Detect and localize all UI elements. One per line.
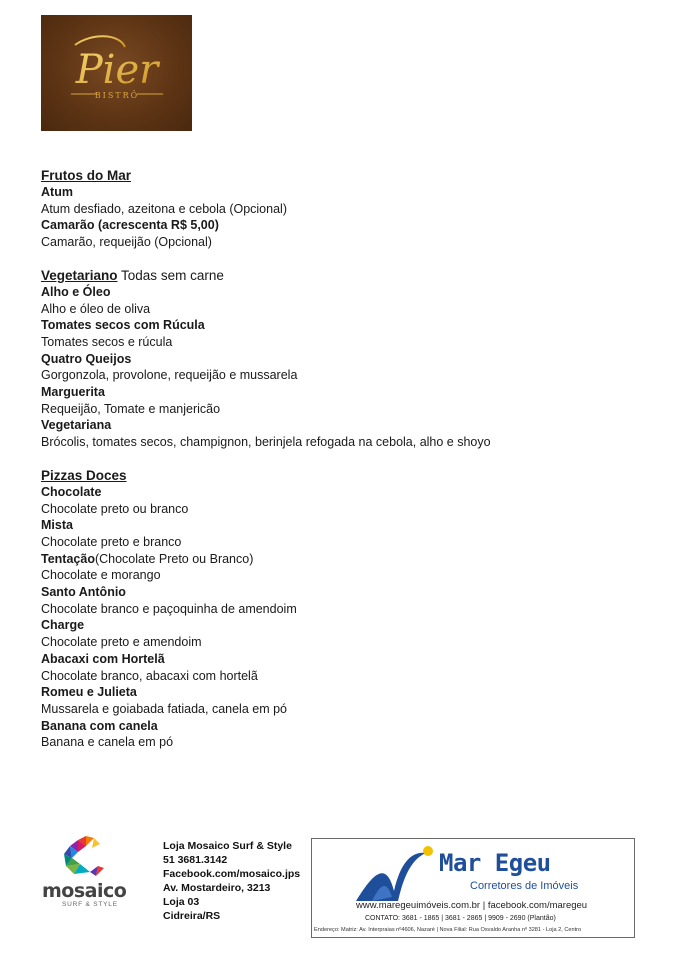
- mar-egeu-ad: [311, 838, 635, 938]
- section-title: Pizzas Doces: [41, 467, 127, 483]
- menu-section: [41, 167, 641, 251]
- menu-section: [41, 267, 641, 451]
- menu-item-name: Tomates secos com Rúcula: [41, 318, 205, 333]
- mar-egeu-address: Endereço: Matriz: Av. Interpraias nº4606, Nazaré | Nova Filial: Rua Osvaldo Aranha nº 3281 - Loja 2, Centro: [314, 927, 582, 933]
- menu-item-name: Banana com canela: [41, 718, 158, 733]
- menu-content: [41, 167, 641, 751]
- menu-item-description: Requeijão, Tomate e manjericão: [41, 401, 221, 416]
- menu-item-suffix: (Chocolate Preto ou Branco): [94, 551, 254, 566]
- section-note: Todas sem carne: [117, 267, 224, 283]
- store-info: [163, 839, 300, 923]
- menu-item-description: Brócolis, tomates secos, champignon, berinjela refogada na cebola, alho e shoyo: [41, 435, 491, 450]
- menu-item-description: Mussarela e goiabada fatiada, canela em pó: [41, 701, 287, 716]
- store-name: Loja Mosaico Surf & Style: [163, 840, 292, 852]
- menu-item-name: Mista: [41, 518, 73, 533]
- menu-item-name: Vegetariana: [41, 418, 112, 433]
- menu-item-name: Chocolate: [41, 484, 102, 499]
- menu-item-description: Camarão, requeijão (Opcional): [41, 235, 212, 250]
- section-title: Vegetariano: [41, 267, 118, 283]
- menu-section: [41, 467, 641, 751]
- menu-item-description: Chocolate preto e amendoim: [41, 635, 202, 650]
- menu-item-name: Quatro Queijos: [41, 351, 132, 366]
- section-title: Frutos do Mar: [41, 168, 131, 183]
- menu-item-description: Chocolate branco, abacaxi com hortelã: [41, 668, 258, 683]
- menu-item-header: [41, 551, 641, 568]
- pier-logo-mark: [41, 15, 192, 131]
- store-unit: Loja 03: [163, 896, 200, 908]
- store-phone: 51 3681.3142: [163, 854, 228, 866]
- menu-item-description: Chocolate branco e paçoquinha de amendoim: [41, 601, 297, 616]
- logo-tagline: BISTRÔ: [94, 91, 140, 100]
- menu-item-description: Tomates secos e rúcula: [41, 334, 173, 349]
- mosaico-tagline: SURF & STYLE: [62, 901, 118, 908]
- menu-item-description: Chocolate preto ou branco: [41, 501, 189, 516]
- mar-egeu-subtitle: Corretores de Imóveis: [470, 880, 579, 892]
- mar-egeu-contact: CONTATO: 3681 - 1865 | 3681 - 2865 | 9909 - 2690 (Plantão): [365, 915, 556, 922]
- menu-item-description: Atum desfiado, azeitona e cebola (Opcional): [41, 201, 287, 216]
- menu-item-name: Santo Antônio: [41, 585, 126, 600]
- section-header: [41, 167, 641, 184]
- menu-item-description: Banana e canela em pó: [41, 735, 174, 750]
- menu-item-name: Marguerita: [41, 385, 105, 400]
- mar-egeu-wave-icon: [352, 845, 437, 903]
- menu-item-name: Alho e Óleo: [41, 284, 111, 299]
- menu-item-description: Alho e óleo de oliva: [41, 301, 151, 316]
- menu-item-description: Gorgonzola, provolone, requeijão e mussarela: [41, 368, 298, 383]
- store-city: Cidreira/RS: [163, 910, 221, 922]
- menu-item-name: Camarão (acrescenta R$ 5,00): [41, 218, 219, 233]
- mosaico-wordmark: mosaico: [42, 880, 127, 902]
- menu-item-name: Charge: [41, 618, 85, 633]
- mar-egeu-title: Mar Egeu: [439, 849, 551, 877]
- menu-item-name: Romeu e Julieta: [41, 685, 137, 700]
- menu-item-name: Abacaxi com Hortelã: [41, 651, 165, 666]
- section-header: [41, 467, 641, 484]
- store-address: Av. Mostardeiro, 3213: [163, 882, 271, 894]
- mar-egeu-web: www.maregeuimóveis.com.br | facebook.com/maregeu: [356, 900, 588, 911]
- section-header: [41, 267, 641, 284]
- store-facebook: Facebook.com/mosaico.jps: [163, 868, 301, 880]
- menu-item-description: Chocolate preto e branco: [41, 534, 182, 549]
- mosaico-mark-icon: [40, 832, 140, 882]
- menu-item-name: Atum: [41, 185, 73, 199]
- pier-bistro-logo: [41, 15, 192, 131]
- logo-name: Pier: [75, 47, 159, 93]
- menu-item-name: Tentação: [41, 551, 95, 566]
- menu-item-description: Chocolate e morango: [41, 568, 161, 583]
